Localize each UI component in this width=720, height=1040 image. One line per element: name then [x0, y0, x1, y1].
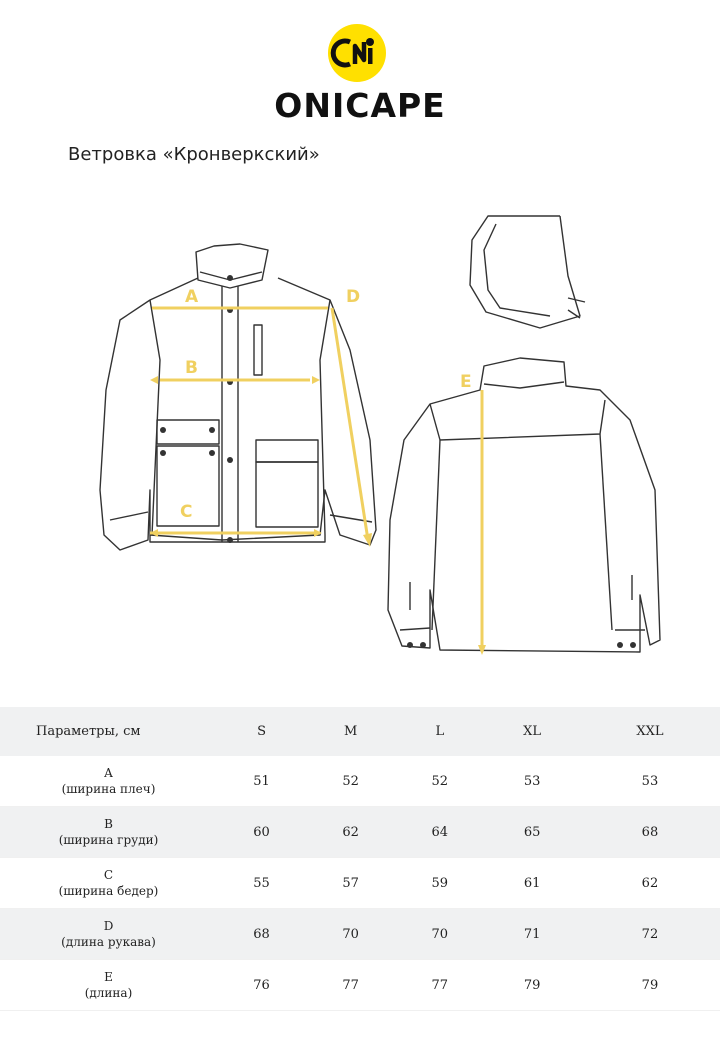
table-row	[0, 960, 720, 1011]
value-cell: 71	[484, 909, 580, 960]
value-cell: 59	[395, 858, 484, 909]
param-name: E	[104, 970, 113, 984]
param-desc: (длина)	[84, 986, 133, 1000]
value-cell: 60	[217, 807, 306, 858]
brand-logo	[0, 0, 720, 130]
value-cell: 62	[580, 858, 720, 909]
value-cell: 65	[484, 807, 580, 858]
param-desc: (длина рукава)	[61, 935, 156, 949]
size-header-xxl: XXL	[580, 707, 720, 756]
value-cell: 68	[217, 909, 306, 960]
value-cell: 61	[484, 858, 580, 909]
value-cell: 64	[395, 807, 484, 858]
param-desc: (ширина бедер)	[58, 884, 159, 898]
size-header-m: M	[306, 707, 395, 756]
label-e: E	[460, 372, 472, 392]
param-cell	[0, 756, 217, 807]
value-cell: 68	[580, 807, 720, 858]
param-cell	[0, 960, 217, 1011]
param-cell	[0, 807, 217, 858]
product-title: Ветровка «Кронверкский»	[68, 144, 320, 165]
param-desc: (ширина плеч)	[61, 782, 156, 796]
value-cell: 70	[306, 909, 395, 960]
value-cell: 55	[217, 858, 306, 909]
size-header-l: L	[395, 707, 484, 756]
value-cell: 53	[580, 756, 720, 807]
size-table	[0, 707, 720, 1011]
param-desc: (ширина груди)	[58, 833, 159, 847]
param-cell	[0, 909, 217, 960]
param-header: Параметры, см	[0, 707, 217, 756]
value-cell: 57	[306, 858, 395, 909]
value-cell: 77	[395, 960, 484, 1011]
jacket-technical-drawing	[0, 190, 720, 680]
table-row	[0, 909, 720, 960]
param-name: A	[104, 766, 113, 780]
table-row	[0, 756, 720, 807]
value-cell: 62	[306, 807, 395, 858]
value-cell: 51	[217, 756, 306, 807]
param-name: C	[103, 868, 114, 882]
brand-name: ONICAPE	[274, 86, 446, 125]
size-header-s: S	[217, 707, 306, 756]
param-cell	[0, 858, 217, 909]
table-row	[0, 807, 720, 858]
param-name: D	[103, 919, 114, 933]
label-c: C	[180, 502, 193, 522]
label-d: D	[346, 287, 361, 307]
value-cell: 77	[306, 960, 395, 1011]
label-b: B	[185, 358, 198, 378]
value-cell: 53	[484, 756, 580, 807]
label-a: A	[185, 287, 199, 307]
logo-mark-icon	[328, 24, 386, 82]
size-table-header	[0, 707, 720, 756]
value-cell: 52	[395, 756, 484, 807]
value-cell: 79	[580, 960, 720, 1011]
value-cell: 72	[580, 909, 720, 960]
table-row	[0, 858, 720, 909]
value-cell: 76	[217, 960, 306, 1011]
param-name: B	[104, 817, 113, 831]
size-header-xl: XL	[484, 707, 580, 756]
value-cell: 70	[395, 909, 484, 960]
value-cell: 52	[306, 756, 395, 807]
value-cell: 79	[484, 960, 580, 1011]
